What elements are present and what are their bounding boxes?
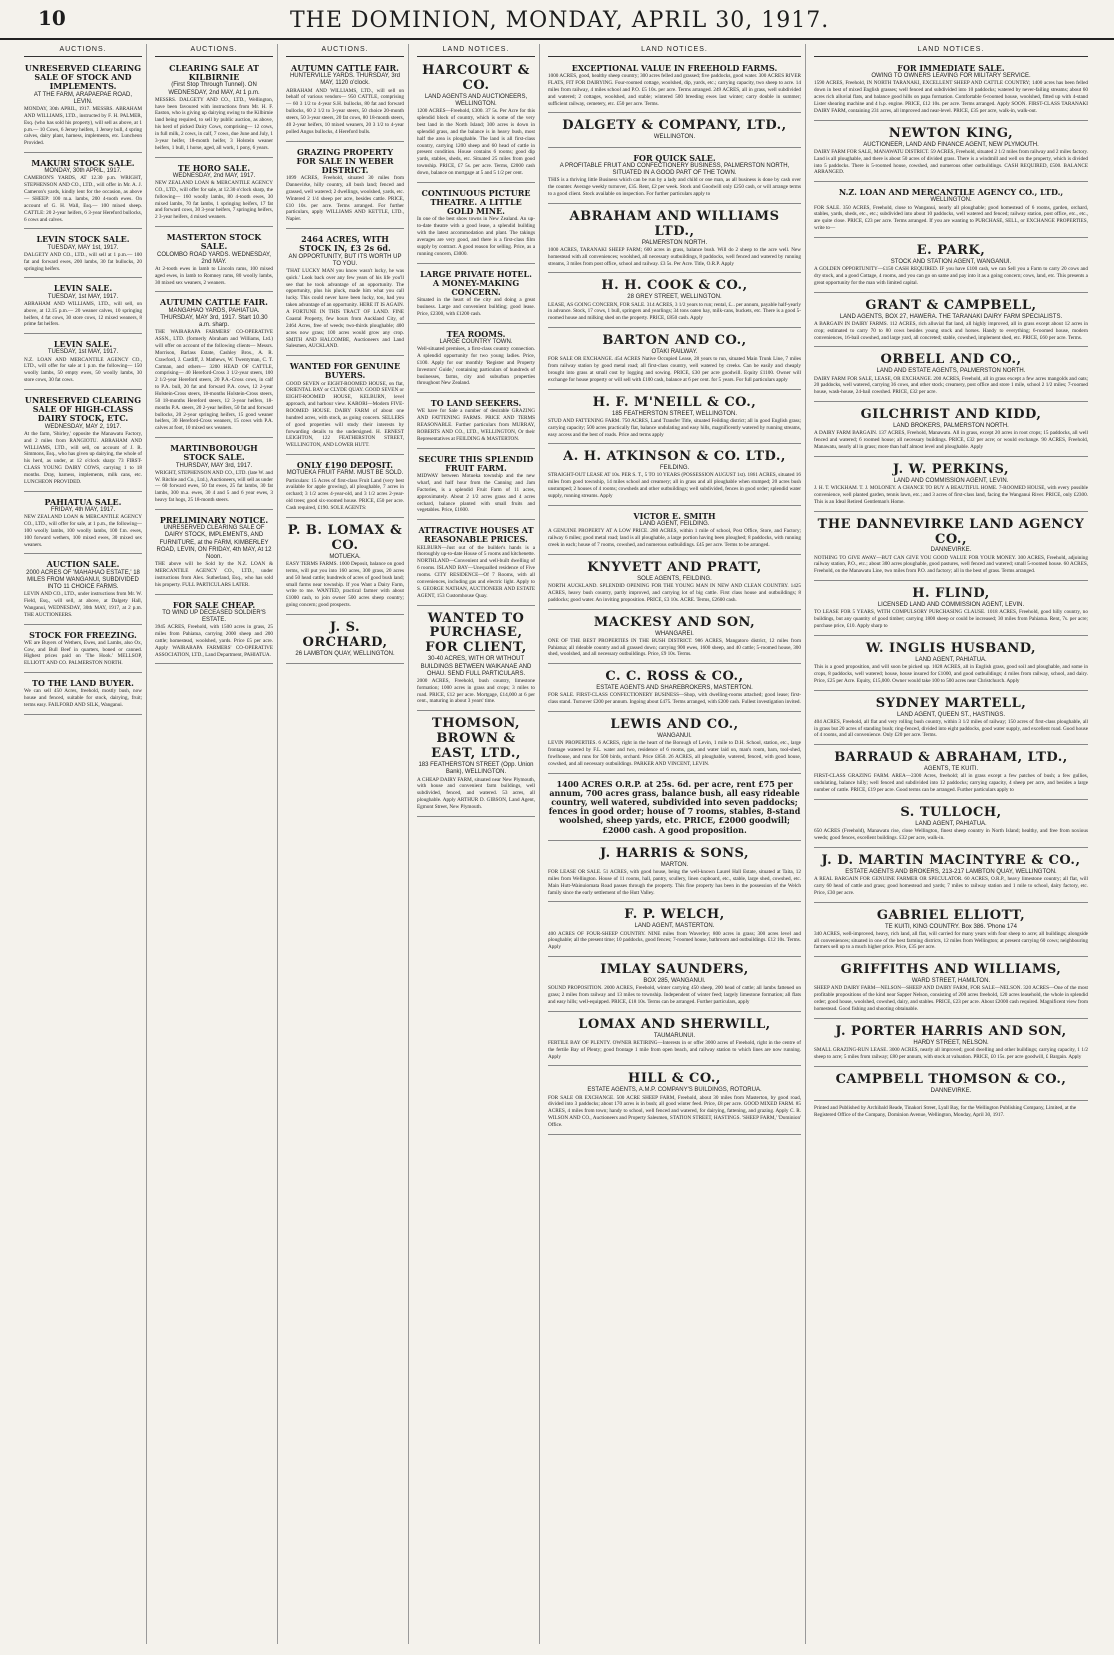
column-6	[810, 44, 1092, 1644]
ad-title: LEVIN STOCK SALE.	[36, 234, 130, 245]
ad-title: STOCK FOR FREEZING.	[29, 629, 137, 640]
imprint-footer: Printed and Published by Archibald Reade, Tinakori Street, Lyall Bay, for the Wellington Publishing Company, Limited, at the Registered Office of the Company, Dominion Avenue, Wellington, Monday, April 30, 1917.	[814, 1104, 1077, 1118]
ad-body: WE have for Sale a number of desirable GRAZING AND FATTENING FARMS. PRICE AND TERMS REASONABLE. Further particulars from MURRAY, ROBERTS AND CO., LTD., WELLINGTON, Or their Representatives at FEILDING & MASTERTON.	[417, 408, 535, 442]
advertisement	[548, 667, 801, 712]
ad-subtitle: LARGE COUNTRY TOWN.	[439, 338, 513, 345]
ad-body: DAIRY FARM FOR SALE, LEASE, OR EXCHANGE. 200 ACRES, Freehold, all in grass except a few acres mangolds and oats; 20 paddocks, well watered, carrying 36 cows, and other stock; creamery, post office and store 1 mile, school 2 1/2 miles; 7-roomed house, wash-house, 24-bail cowshed. PRICE, £32 per acre.	[814, 375, 1088, 396]
ad-title: FOR IMMEDIATE SALE.	[897, 63, 1005, 73]
ad-title: UNRESERVED CLEARING SALE OF HIGH-CLASS DAIRY STOCK, ETC.	[24, 395, 142, 424]
ad-title: J. S. ORCHARD,	[302, 619, 388, 650]
ad-title: BARTON AND CO.,	[602, 333, 747, 349]
ad-subtitle: THURSDAY, MAY 3rd, 1917.	[175, 462, 253, 469]
ad-body: DALGETY AND CO., LTD., will sell at 1 p.m.— 100 fat and forward ewes, 200 lambs, 30 fat bullocks, 20 springing heifers.	[24, 251, 142, 272]
ad-subtitle: 26 LAMBTON QUAY, WELLINGTON.	[295, 650, 395, 657]
advertisement	[814, 350, 1088, 402]
ad-body: 1000 ACRES, good, healthy sheep country; 300 acres felled and grassed; five paddocks, good water. 300 ACRES RIVER FLATS, FIT FOR DAIRYING. Four-roomed cottage, woolshed, dip, yards, etc.; carrying capacity, two sheep to acre. 14 miles from railway, 4 miles school and P.O. £5 10s. per acre. Terms arranged. 249 ACRES, all in grass, well subdivided and watered; 2 cottages, woolshed, and stable; wintered 500 breeding ewes last winter; carry double in summer; sufficient railway, cemetery, etc. £50 per acre. Terms.	[548, 73, 801, 107]
ad-title: ABRAHAM AND WILLIAMS LTD.,	[569, 208, 780, 239]
ad-subtitle: WELLINGTON.	[930, 197, 972, 204]
ad-title: P. B. LOMAX & CO.	[287, 522, 403, 553]
advertisement	[548, 777, 801, 841]
ad-subtitle: ESTATE AGENTS AND SHAREBROKERS, MASTERTON.	[596, 685, 753, 692]
ad-body: NEW ZEALAND LOAN & MERCANTILE AGENCY CO., LTD., will offer for sale, at 12.30 o'clock sharp, the following— 160 woolly lambs, 80 4-tooth ewes, 30 mixed lambs, 70 fat lambs, 1 springing heifers, 17 fat and forward cows, 30 3-year heifers, 7 springing heifers, 2 3-year heifers, 4 mixed weaners.	[155, 180, 273, 221]
ad-title: AUTUMN CATTLE FAIR.	[291, 63, 399, 73]
ad-subtitle: HUNTERVILLE YARDS. THURSDAY, 3rd MAY, 1120 o'clock.	[289, 73, 401, 87]
advertisement	[24, 676, 142, 715]
ad-body: FOR SALE. 350 ACRES, Freehold, close to Wanganui, nearly all ploughable; good homestead of 6 rooms, garden, orchard, stables, yards, sheds, etc., etc.; subdivided into about 10 paddocks, well watered and fenced; railway station, post office, etc., etc., are quite close. PRICE, £23 per acre. Terms arranged. If you are wanting to PURCHASE, SELL, or EXCHANGE PROPERTIES, write to—	[814, 204, 1088, 232]
advertisement	[814, 906, 1088, 958]
advertisement	[155, 513, 273, 595]
ad-title: EXCEPTIONAL VALUE IN FREEHOLD FARMS.	[571, 63, 778, 73]
ad-subtitle: DANNEVIRKE.	[930, 1087, 972, 1094]
ad-subtitle: ESTATE AGENTS AND BROKERS, 213-217 LAMBTON QUAY, WELLINGTON.	[845, 868, 1057, 875]
ad-subtitle: PALMERSTON NORTH.	[641, 239, 708, 246]
ad-title: LOMAX AND SHERWILL,	[578, 1016, 771, 1032]
ad-body: 1000 ACRES, TARANAKI SHEEP FARM; 600 acres in grass, balance bush. Will do 2 sheep to the acre well. New homestead with all conveniences; woolshed, all necessary outbuildings, 8 paddocks, well fenced and watered by running streams, 3 miles from post office, school and railway. £3 5s. Per Acre. Title, O.R.P. Apply	[548, 246, 801, 267]
ad-title: J. D. MARTIN MACINTYRE & CO.,	[821, 852, 1081, 868]
ad-body: MONDAY, 30th APRIL, 1917. MESSRS. ABRAHAM AND WILLIAMS, LTD., instructed by F. H. PALMER, Esq. (who has sold his property), will sell as above, at 1 p.m.— 10 Cows, 6 Jersey heifers, 1 Jersey bull, 4 spring calves, dairy plant, harness, implements, etc. Luncheon Provided.	[24, 105, 142, 147]
ad-body: FOR SALE. FIRST-CLASS CONFECTIONERY BUSINESS—Shop, with dwelling-rooms attached; good lease; first-class stand. Turnover £200 per annum. Ingoing about £475. Terms arranged, with £200 cash. Fullest investigation invited.	[548, 692, 801, 706]
column-header: LAND NOTICES.	[814, 44, 1088, 57]
ad-subtitle: FRIDAY, 4th MAY, 1917.	[50, 506, 116, 513]
advertisement	[814, 960, 1088, 1019]
ad-body: THE above will be Sold by the N.Z. LOAN & MERCANTILE AGENCY CO., LTD., under instructions from Alex. Sutherland, Esq., who has sold his property. FULL PARTICULARS LATER.	[155, 561, 273, 588]
ad-title: WANTED FOR GENUINE BUYERS.	[289, 361, 401, 381]
advertisement	[548, 715, 801, 774]
ad-title: BARRAUD & ABRAHAM, LTD.,	[834, 750, 1068, 766]
advertisement	[155, 598, 273, 665]
ad-title: LEWIS AND CO.,	[610, 717, 739, 733]
advertisement	[814, 124, 1088, 183]
ad-title: HARCOURT & CO.	[422, 63, 530, 93]
ad-title: E. PARK,	[916, 243, 986, 259]
masthead	[0, 0, 1114, 40]
ad-body: A REAL BARGAIN FOR GENUINE FARMER OR SPECULATOR. 60 ACRES, O.R.P., heavy limestone country; all flat, will carry 60 head of cattle and grass; good homestead and yards; 7 miles to railway station and 1 mile to school, dairy factory, etc. Price, £30 per acre.	[814, 875, 1088, 896]
ad-body: FOR SALE OR EXCHANGE. 454 ACRES Native Occupied Lease, 28 years to run, situated Main Trunk Line, 7 miles from railway station by good metal road; all first-class country, well watered by creeks. Can be easily and cheaply brought into grass at small cost by logging and sowing. PRICE, £30 per acre goodwill. Equity £1100. Owner will exchange for house property or will sell with £100 cash, balance at 6 per cent. for 5 years. For full particulars apply	[548, 356, 801, 383]
ad-title: TO LAND SEEKERS.	[430, 398, 522, 409]
ad-body: 650 ACRES (Freehold), Manawatu rise, close Wellington, finest sheep country in North Island; healthy, and free from noxious weeds; good fences, excellent buildings. £32 per acre, walk-in.	[814, 828, 1088, 841]
ad-body: 400 ACRES OF FOUR-SHEEP COUNTRY. NINE miles from Waverley; 800 acres in grass; 300 acres level and ploughable; all the present time; 10 paddocks, good fences; 7-roomed house, bathroom and outbuildings. £12 10s. Terms. Apply	[548, 930, 801, 951]
advertisement	[548, 509, 801, 555]
advertisement	[24, 281, 142, 334]
column-3	[282, 44, 409, 1644]
ad-subtitle: WARD STREET, HAMILTON.	[911, 978, 991, 985]
ad-subtitle: MOTUEKA.	[329, 553, 361, 560]
ad-title: MARTINBOROUGH STOCK SALE.	[170, 443, 258, 463]
ad-body: ABRAHAM AND WILLIAMS, LTD., will sell, on above, at 12.15 p.m.— 20 weaner calves, 10 springing heifers, 4 fat cows, 30 store cows, 12 mixed weaners, 8 prime fat heifers.	[24, 300, 142, 328]
ad-title: S. TULLOCH,	[900, 805, 1002, 821]
ad-body: SHEEP AND DAIRY FARM—NELSON—SHEEP AND DAIRY FARM, FOR SALE—NELSON. 320 ACRES—One of the most profitable propositions of the kind near Sapper Nelson, consisting of 200 acres freehold, 120 acres leasehold, the whole in splendid order; good house, woolshed, cowshed, dairy, and stables. PRICE, £23 per acre. About £2000 cash required. Magnificent view from homestead. Good fishing and shooting obtainable.	[814, 985, 1088, 1012]
advertisement	[814, 639, 1088, 691]
ad-body: LEVIN PROPERTIES. 6 ACRES, right in the heart of the Borough of Levin, 1 mile to D.H. School, station, etc., large frontage watered by F.L. water and two, residence of 6 rooms, gas, and water laid on, man's room, barn, tool-shed, fowlhouse, and runs for 500 birds, orchard. Price £850. 26 ACRES, all ploughable, watered, fenced, with good house, cowshed, and all necessary outbuildings. PARKER AND VINCENT, LEVIN.	[548, 740, 801, 767]
ad-subtitle: AT THE FARM, ARAPAEPAE ROAD, LEVIN.	[33, 91, 133, 105]
ad-body: ONE OF THE BEST PROPERTIES IN THE BUSH DISTRICT. 986 ACRES, Mangatoro district, 12 miles from Pahiatua; all rideable country and all grassed down; carrying 900 ewes, 1600 sheep, and 40 cattle; 5-roomed house, 300 shed, woolshed, and all necessary outbuildings. Price, £9 10s. Terms.	[548, 637, 801, 658]
ad-title: ATTRACTIVE HOUSES AT REASONABLE PRICES.	[418, 525, 534, 545]
advertisement	[814, 851, 1088, 903]
ad-subtitle: AGENTS, TE KUITI.	[923, 766, 979, 773]
ad-body: CAMERON'S YARDS, AT 12.30 p.m. WRIGHT, STEPHENSON AND CO., LTD., will offer in Mr. A. J. Cameron's yards, kindly lent for the occasion, as above— SHEEP: 100 m.a. lambs, 200 4-tooth ewes. On account of G. H. Wall, Esq.— 100 mixed sheep. CATTLE: 20 2-year heifers, 6 3-year Hereford bullocks, 6 cows and calves.	[24, 175, 142, 223]
ad-title: F. P. WELCH,	[624, 907, 725, 923]
ad-title: WANTED TO PURCHASE, FOR CLIENT,	[425, 610, 527, 656]
ad-body: Well-situated premises, a first-class country connection. A splendid opportunity for two young ladies. Price, £100. Apply for our monthly 'Register and Property Investors' Guide,' containing particulars of hundreds of businesses, farms, city and suburban properties throughout New Zealand.	[417, 346, 535, 387]
ad-title: H. F. M'NEILL & CO.,	[592, 394, 757, 410]
ad-body: 3945 ACRES, Freehold, with 1500 acres in grass, 25 miles from Pahiatua, carrying 2000 sheep and 200 cattle; homestead, woolshed, yards. Price £5 per acre. Apply WAIRARAPA FARMERS' CO-OPERATIVE ASSOCIATION, LTD., Land Department, PAHIATUA.	[155, 624, 273, 658]
advertisement	[286, 521, 404, 615]
advertisement	[548, 905, 801, 957]
ad-subtitle: STOCK AND STATION AGENT, WANGANUI.	[890, 258, 1012, 265]
ad-title: FOR SALE CHEAP.	[172, 599, 256, 610]
advertisement	[814, 515, 1088, 582]
advertisement	[286, 618, 404, 664]
advertisement	[417, 609, 535, 712]
ad-title: TO THE LAND BUYER.	[32, 678, 134, 689]
ad-subtitle: LAND AND ESTATE AGENTS, PALMERSTON NORTH.	[876, 368, 1026, 375]
advertisement	[417, 186, 535, 264]
ad-title: 2464 ACRES, WITH STOCK IN, £3 2s 6d.	[299, 234, 391, 254]
ad-title: GRIFFITHS AND WILLIAMS,	[840, 962, 1062, 978]
ad-subtitle: WEDNESDAY, 2nd MAY, 1917.	[172, 172, 256, 179]
ad-title: W. INGLIS HUSBAND,	[865, 640, 1037, 656]
ad-body: FOR SALE OR EXCHANGE. 500 ACRE SHEEP FARM, Freehold, about 30 miles from Masterton, by good road, divided into 3 paddocks; about 170 acres is in bush; all good winter feed. Price, £8 per acre. GOOD MIXED FARM. 85 ACRES, 4 miles from town; handy to school, well fenced and watered, for dairying, fattening, and grazing. Apply C. R. WILSON AND CO., Auctioneers and Property Salesmen, STATION STREET, HASTINGS. 'SHEEP FARM,' 'Dominion' Office.	[548, 1094, 801, 1129]
ad-subtitle: LAND AGENT, FEILDING.	[639, 521, 710, 528]
ad-title: PAHIATUA SALE.	[44, 496, 122, 507]
ad-subtitle: 2000 ACRES OF 'MAHAHAO ESTATE,' 18 MILES FROM WANGANUI, SUBDIVIDED INTO 11 CHOICE FARMS.	[26, 569, 140, 590]
advertisement	[548, 276, 801, 328]
ad-body: We can sell 450 Acres, freehold, mostly bush, now house and fenced, suitable for stock, dairying, fruit; terms easy. FAILFORD AND SILK, Wanganui.	[24, 688, 142, 709]
advertisement	[548, 558, 801, 610]
advertisement	[814, 296, 1088, 348]
advertisement	[548, 613, 801, 665]
ad-title: TEA ROOMS.	[446, 328, 506, 339]
ad-body: LEASE, AS GOING CONCERN, FOR SALE. 314 ACRES, 3 1/2 years to run; rental, £... per annum, payable half-yearly in advance. Stock, 17 cows, 1 bull, springers and yearlings; 34 tons oaten hay, milk-cans, buckets, etc. There is a good 5-roomed house and milking shed on the property. PRICE, £850 cash. Apply	[548, 301, 801, 322]
ad-subtitle: LAND AND COMMISSION AGENT, LEVIN.	[893, 477, 1009, 484]
page-number: 10	[38, 6, 66, 30]
advertisement	[814, 185, 1088, 238]
advertisement	[548, 207, 801, 274]
advertisement	[24, 628, 142, 674]
ad-body: 'THAT LUCKY MAN you know wasn't lucky, he was quick.' Look back over any few years of his life you'll see that he took advantage of an opportunity. The opportunity, plus his pluck, made him what you call lucky. This could never have been lucky, too, had you taken advantage of an opportunity. HERE IT IS AGAIN. A FORTUNE IN THIS TRACT OF LAND. FINE Coastal Property, few hours from Auckland City, of 2464 Acres, free of weeds; two-thirds ploughable; 400 acres now grass; 100 acres would grow any crop. SMITH AND HALCOMBE, Auctioneers and Land Salesmen, AUCKLAND.	[286, 267, 404, 350]
ad-body: NOTHING TO GIVE AWAY—BUT CAN GIVE YOU GOOD VALUE FOR YOUR MONEY. 300 ACRES, Freehold, adjoining railway station, P.O., etc.; about 300 acres ploughable, good pastures, well fenced and watered; small 5-roomed house. 60 ACRES, Freehold, on the Manawatu Line, two miles from P.O. and factory; all in the best of grass. Terms arranged.	[814, 554, 1088, 575]
ad-title: ONLY £190 DEPOSIT.	[296, 460, 394, 471]
ad-title: THE DANNEVIRKE LAND AGENCY CO.,	[817, 516, 1085, 547]
advertisement	[24, 232, 142, 278]
ad-body: N.Z. LOAN AND MERCANTILE AGENCY CO., LTD., will offer for sale at 1 p.m. the following— 150 woolly lambs, 50 empty ewes, 50 woolly lambs, 30 store cows, 30 fat cows.	[24, 356, 142, 384]
advertisement	[548, 447, 801, 506]
ad-title: MAKURI STOCK SALE.	[31, 158, 135, 169]
ad-title: LEVIN SALE.	[53, 339, 113, 350]
ad-subtitle: TUESDAY, 1st MAY, 1917.	[47, 293, 119, 300]
column-2	[151, 44, 278, 1644]
ad-subtitle: 185 FEATHERSTON STREET, WELLINGTON.	[611, 410, 738, 417]
column-header: LAND NOTICES.	[548, 44, 801, 57]
advertisement	[548, 393, 801, 445]
advertisement	[814, 460, 1088, 512]
ad-body: J. H. T. WICKHAM. T. J. MOLONEY. A CHANCE TO BUY A BEAUTIFUL HOME. 7-ROOMED HOUSE, with every possible convenience, well planted garden, tennis lawn, etc.; and 3 acres of first-class land, facing the Wanganui River. PRICE, only £2300. This is an Ideal Retired Gentleman's Home.	[814, 484, 1088, 505]
advertisement	[155, 161, 273, 228]
ad-body: LEVIN AND CO., LTD., under instructions from Mr. W. Field, Esq., will sell, at above, at Dalgety Hall, Wanganui, WEDNESDAY, 30th MAY, 1917, at 2 p.m. THE AUCTIONEERS.	[24, 591, 142, 618]
advertisement	[814, 803, 1088, 848]
advertisement	[548, 1069, 801, 1134]
ad-subtitle: 183 FEATHERSTON STREET (Opp. Union Bank), WELLINGTON.	[418, 762, 534, 776]
ad-title: AUCTION SALE.	[46, 559, 120, 570]
advertisement	[814, 694, 1088, 746]
ad-body: At 2-tooth ewes in lamb to Lincoln rams, 100 mixed aged ewes, in lamb to Romney rams, 80 woolly lambs, 30 mixed sex weaners, 2 weaners.	[155, 265, 273, 286]
ad-title: DALGETY & COMPANY, LTD.,	[562, 118, 787, 134]
ad-subtitle: OWING TO OWNERS LEAVING FOR MILITARY SERVICE.	[871, 73, 1031, 80]
advertisement	[548, 61, 801, 113]
advertisement	[548, 960, 801, 1012]
ad-body: WRIGHT, STEPHENSON AND CO., LTD. (late W. and W. Ritchie and Co., Ltd.), Auctioneers, will sell as under— 60 forward ewes, 50 fat ewes, 25 fat lambs, 30 fat lambs, 300 m.a. ewes, 30 4 and 5 and 6 year ewes, 3 heavy fat hogs, 25 18-month steers.	[155, 469, 273, 504]
column-header: AUCTIONS.	[24, 44, 142, 57]
ad-title: MACKESY AND SON,	[593, 614, 756, 630]
ad-title: THOMSON, BROWN & EAST, LTD.,	[431, 716, 521, 762]
advertisement	[24, 495, 142, 555]
advertisement	[24, 393, 142, 492]
ad-title: AUTUMN CATTLE FAIR.	[160, 297, 268, 308]
ad-subtitle: HARDY STREET, NELSON.	[913, 1039, 989, 1046]
ad-title: IMLAY SAUNDERS,	[600, 962, 749, 978]
ad-body: 2000 ACRES, Freehold, bush country, limestone formation; 1000 acres in grass and crops; 3 miles to road. PRICE, £12 per acre. Mortgage, £14,000 at 6 per cent., maturing in about 3 years' time.	[417, 677, 535, 705]
column-1	[20, 44, 147, 1644]
ad-body: MESSRS. DALGETY AND CO., LTD., Wellington, have been favoured with instructions from Mr. H. F. Easton, who is giving up dairying owing to the Kilbirnie land being required, to sell by public auction, as above, his herd of picked Dairy Cows, comprising— 12 cows, in full milk, 2 cows, in calf, 7 cows, due June and July, 1 3-year heifer, 18-month heifer, 3 Holstein weaner heifers, 1 bull, 1 horse, aged, all work, 1 pony, 6 years.	[155, 96, 273, 151]
advertisement	[548, 844, 801, 903]
ad-body: A DAIRY FARM BARGAIN. 137 ACRES, Freehold, Manawatu. All in grass, except 20 acres in root crops; 15 paddocks, all well fenced and watered; 6 roomed house; all necessary buildings. PRICE, £32 per acre; or would exchange. 90 ACRES, Freehold, Manawatu, nearly all in grass; more than half almost level and ploughable. Apply	[814, 430, 1088, 450]
ad-body: THIS is a thriving little Business which can be run by a lady and child or one man, as all business is done by cash over the counter. Average weekly turnover, £35. Rent, £2 per week. Stock and Goodwill only £250 cash, or will arrange terms to a good client. Stock available on inspection. For further particulars apply to	[548, 177, 801, 197]
ad-subtitle: LAND AGENT, PAHIATUA.	[915, 820, 987, 827]
ad-subtitle: AN OPPORTUNITY, BUT ITS WORTH UP TO YOU.	[288, 253, 402, 267]
advertisement	[814, 241, 1088, 293]
ad-title: UNRESERVED CLEARING SALE OF STOCK AND IMPLEMENTS.	[24, 63, 142, 92]
ad-subtitle: ESTATE AGENTS, A.M.P. COMPANY'S BUILDINGS, ROTORUA.	[587, 1087, 762, 1094]
ad-subtitle: LAND AGENT, MASTERTON.	[634, 923, 715, 930]
ad-subtitle: LAND AGENTS, BOX 27, HAWERA. THE TARANAKI DAIRY FARM SPECIALISTS.	[839, 313, 1063, 320]
ad-subtitle: 30-40 ACRES, WITH OR WITHOUT BUILDINGS BETWEEN WAIKANAE AND OHAU. SEND FULL PARTICULARS.	[420, 656, 532, 677]
ad-body: 404 ACRES, Freehold, all flat and very rolling bush country, within 3 1/2 miles of railway; 150 acres of first-class ploughable, all in grass but 20 acres of standing bush; ring-fenced, divided into eight paddocks, good water supply, and excellent road. Good house of 4 rooms, and all convenience. Only £20 per acre. Terms.	[814, 718, 1088, 739]
ad-title: J. W. PERKINS,	[892, 461, 1010, 477]
advertisement	[814, 1022, 1088, 1067]
ad-subtitle: LAND AGENT, QUEEN ST., HASTINGS.	[896, 711, 1006, 718]
advertisement	[155, 295, 273, 438]
ad-subtitle: WELLINGTON.	[653, 134, 696, 141]
ad-body: THE WAIRARAPA FARMERS' CO-OPERATIVE ASSN., LTD. (formerly Abraham and Williams, Ltd.) will offer on account of the following clients— Messrs. Morrison, Barlass Estate, Cashley Bros., A. R. Crawford, J. Cardiff, J. Mathews, W. Twentyman, C. T. Carman, and others— 3200 HEAD OF CATTLE, comprising— 40 Hereford-Cross 3 1/2-year steers, 100 2 1/2-year Hereford steers, 20 P.A.-Cross cows, in calf to P.A. bull, 20 fat and forward P.A. cows, 12 2-year Holstein-Cross steers, 18-months Holstein-Cross steers, 50 18-months Hereford steers, 12 3-year heifers, 18-months P.A. steers, 20 2-year heifers, 50 fat and forward bullocks, 20 2-year springing heifers, 15 good weaner heifers, 30 Hereford-Cross weaners, 15 cows with P.A. calves at foot, 10 mixed sex weaners.	[155, 329, 273, 432]
ad-title: CAMPBELL THOMSON & CO.,	[835, 1071, 1067, 1087]
ad-subtitle: FEILDING.	[659, 465, 690, 472]
ad-body: Situated in the heart of the city and doing a great business. Large and convenient building; good lease. Price, £2300, with £1200 cash.	[417, 297, 535, 317]
ad-subtitle: LAND BROKERS, PALMERSTON NORTH.	[893, 423, 1009, 430]
advertisement	[155, 61, 273, 158]
advertisement	[24, 61, 142, 153]
ad-subtitle: TO WIND UP DECEASED SOLDIER'S ESTATE.	[162, 609, 266, 623]
ad-body: TO LEASE FOR 5 YEARS, WITH COMPULSORY PURCHASING CLAUSE. 1018 ACRES, Freehold, good hilly country, no buildings, but any quantity of good timber; carrying 1800 sheep or could be increased; 30 miles from Pahiatua. Rent, 7s. per acre; purchase price, £10. Apply sharp to	[814, 609, 1088, 630]
ad-subtitle: DANNEVIRKE.	[930, 547, 972, 554]
ad-body: SOUND PROPOSITION. 2000 ACRES, Freehold, winter carrying 450 sheep, 200 head of cattle; all lambs fattened on grass; 2 miles from railway and 13 miles to township. Independent of winter feed; largely limestone formation; all flats and easy hills; well-equipped. PRICE, £18 10s. Terms can be arranged. Further particulars, apply	[548, 985, 801, 1005]
ad-subtitle: LAND AGENT, PAHIATUA.	[915, 656, 987, 663]
column-header: AUCTIONS.	[155, 44, 273, 57]
advertisement	[548, 151, 801, 204]
advertisement	[814, 1070, 1088, 1101]
ad-body: 1099 ACRES, Freehold, situated 30 miles from Dannevirke, hilly country, all bush land; fenced and grassed, well watered; 2 dwellings, woolshed, yards, etc. Wintered 2 1/4 sheep per acre, besides cattle. PRICE, £10 10s. per acre. Terms arranged. For further particulars, apply WILLIAMS AND KETTLE, LTD., Napier.	[286, 175, 404, 223]
advertisement	[548, 331, 801, 390]
ad-title: SYDNEY MARTELL,	[875, 695, 1027, 711]
page-columns	[20, 44, 1100, 1644]
ad-subtitle: AUCTIONEER, LAND AND FINANCE AGENT, NEW PLYMOUTH.	[863, 141, 1039, 148]
ad-body: At the farm, 'Shirley,' opposite the Manawatu Factory, and 2 miles from RANGIOTU. ABRAHAM AND WILLIAMS, LTD., will sell, on account of J. R. Simmons, Esq., who has given up dairying, the whole of his herd, as under, at 12 o'clock sharp: 73 FIRST-CLASS YOUNG DAIRY COWS, carrying 1 to 18 months. Dray, harness, implements, milk cans, etc. LUNCHEON PROVIDED.	[24, 430, 142, 485]
ad-title: FOR QUICK SALE.	[633, 152, 716, 163]
ad-title: LEVIN SALE.	[53, 283, 113, 294]
ad-body: A CHEAP DAIRY FARM, situated near New Plymouth, with house and convenient farm buildings, well subdivided, fenced, and watered. 53 acres, all ploughable. Apply ARTHUR D. GIBSON, Land Agent, Egmont Street, New Plymouth.	[417, 776, 535, 810]
ad-subtitle: LAND AGENTS AND AUCTIONEERS, WELLINGTON.	[424, 93, 528, 108]
advertisement	[24, 337, 142, 390]
ad-body: A BARGAIN IN DAIRY FARMS. 112 ACRES, rich alluvial flat land, all highly improved, all in grass except about 12 acres in crop; estimated to carry 70 to 80 cows besides young stock and horses. Handy to everything; 6-roomed house, modern conveniences, 16-bail cowshed, and large yard, all concreted; stable, cowshed, implement shed, etc. PRICE, £60 per acre. Terms.	[814, 320, 1088, 341]
ad-subtitle: TUESDAY, 1st MAY, 1917.	[47, 349, 119, 356]
ad-body: NEW ZEALAND LOAN & MERCANTILE AGENCY CO., LTD., will offer for sale, at 1 p.m., the following— 100 woolly lambs, 100 woolly lambs, 100 f.m. ewes, 100 forward wethers, 100 mixed ewes, 30 mixed sex weaners.	[24, 514, 142, 548]
ad-body: STRAIGHT-OUT LEASE AT 10s. PER S. T., 5 TO 10 YEARS (POSSESSION AUGUST 1st). 1861 ACRES, situated 16 miles from good township, 14 miles school and creamery; all in grass and all ploughable when stumped; 20 acres bush unstumped; 2 houses of 4 rooms; cowsheds and other outbuildings; well subdivided, fences in good order; splendid water supply, running streams. Apply	[548, 472, 801, 500]
ad-body: In one of the best show towns in New Zealand. An up-to-date theatre with a good lease, a splendid building with the latest accommodation and plant. The takings averages are very good, and there is a first-class film supply by contract. A good reason for selling. Price, as a running concern, £3000.	[417, 216, 535, 257]
ad-title: LARGE PRIVATE HOTEL. A MONEY-MAKING CONCERN.	[420, 268, 532, 297]
ad-body: DAIRY FARM FOR SALE, MANAWATU DISTRICT. 59 ACRES, Freehold, situated 2 1/2 miles from railway and 2 miles factory. Land is all ploughable, and there is about 50 acres of divided grass. There is a windmill and well on the property, which is divided into 5 paddocks. There is 5-roomed house, cowshed, and numerous other outbuildings. CASH REQUIRED, £500. BALANCE ARRANGED.	[814, 148, 1088, 176]
ad-body: A GENUINE PROPERTY AT A LOW PRICE. 280 ACRES, within 1 mile of school, Post Office, Store, and Factory; railway 6 miles; good metal road; land is all ploughable, a large portion having been ploughed; 8 paddocks, with running creek in each; house of 7 rooms, cowshed, and numerous outbuildings. £45 per acre. Terms to be arranged.	[548, 528, 801, 549]
ad-title: 1400 ACRES O.R.P. at 25s. 6d. per acre, rent £75 per annum, 700 acres grass, balance bush, all easy rideable country, well watered, subdivided into seven paddocks; fences in good order; house of 7 rooms, stables, 8-stand woolshed, sheep yards, etc. PRICE, £2000 goodwill; £2000 cash. A good proposition.	[548, 778, 801, 835]
ad-title: PRELIMINARY NOTICE.	[159, 514, 269, 525]
ad-subtitle: 28 GREY STREET, WELLINGTON.	[627, 294, 722, 301]
ad-title: H. H. COOK & CO.,	[601, 278, 748, 294]
ad-body: This is a good proposition, and will soon be picked up. 1028 ACRES, all in English grass, good soil and ploughable, and some in crops, 8 paddocks, well watered; house, house insured for £1000, and good outbuildings; 4 miles from railway, school, and dairy. Price, £25 per Acre. Equity, £15,000. Owner would take 100 to 500 acres near Christchurch. Apply	[814, 664, 1088, 684]
ad-body: SMALL GRAZING-RUN LEASE. 3000 ACRES, nearly all improved; good dwelling and other buildings; carrying capacity, 1 1/2 sheep to acre; 5 miles from railway; £80 per annum, with stock at valuation. PRICE, £0 15s. per acre goodwill, £ Bargain. Apply	[814, 1046, 1088, 1060]
ad-body: KELBURN—Just out of the builder's hands is a thoroughly up-to-date House of 5 rooms and kitchenette. NORTHLAND—Convenient and well-built dwelling of 6 rooms. ISLAND BAY—Unequalled residence of Five rooms. CITY RESIDENCE—Of 7 Rooms, with all conveniences, including gas and electric light. Apply to S. GEORGE NATHAN, AUCTIONEER AND ESTATE AGENT, 153 Customhouse Quay.	[417, 544, 535, 599]
ad-subtitle: TUESDAY, MAY 1st, 1917.	[47, 244, 119, 251]
ad-body: Particulars: 15 Acres of first-class Fruit Land (very best available for apple growing), all ploughable, 7 acres in orchard; 3 1/2 acres 4-year-old, and 3 1/2 acres 2-year-old trees; good six-roomed house. PRICE, £50 per acre. Cash required, £190. SOLE AGENTS:	[286, 477, 404, 511]
ad-title: VICTOR E. SMITH	[633, 510, 716, 521]
ad-subtitle: BOX 285, WANGANUI.	[643, 978, 706, 985]
ad-subtitle: TAUMARUNUI.	[653, 1032, 696, 1039]
advertisement	[286, 145, 404, 230]
ad-title: TE HORO SALE.	[177, 162, 251, 173]
ad-subtitle: MARTON.	[660, 861, 689, 868]
ad-body: 340 ACRES, well-improved, heavy, rich land, all flat, will carried for many years with four sheep to acre; all buildings; alongside all conveniences; situated in one of the best farming districts, 12 miles from Wellington; at present carrying 60 cows; neighbouring farmers sell up to a much higher price. Price, £35 per acre.	[814, 930, 1088, 951]
ad-title: GABRIEL ELLIOTT,	[876, 907, 1026, 923]
ad-title: CLEARING SALE AT KILBIRNIE	[169, 63, 259, 83]
ad-subtitle: MOTUEKA FRUIT FARM. MUST BE SOLD.	[286, 470, 404, 477]
ad-title: MASTERTON STOCK SALE.	[166, 232, 262, 252]
advertisement	[155, 230, 273, 292]
advertisement	[814, 748, 1088, 800]
ad-title: ORBELL AND CO.,	[880, 352, 1022, 368]
advertisement	[814, 584, 1088, 636]
ad-body: FOR LEASE OR SALE. 51 ACRES, with good house, being the well-known Laurel Hall Estate, situated at Taita, 12 miles from Wellington. House of 11 rooms, hall, pantry, scullery, linen cupboard, etc., stable, large shed, cowshed, etc. Main Hutt-Wainuiomata Road passes through the property. This fine property has been in the possession of the Welch family since the early settlement of the Hutt Valley.	[548, 868, 801, 896]
newspaper-title: THE DOMINION, MONDAY, APRIL 30, 1917.	[290, 8, 830, 33]
advertisement	[417, 523, 535, 605]
advertisement	[417, 61, 535, 183]
ad-title: N.Z. LOAN AND MERCANTILE AGENCY CO., LTD.,	[838, 187, 1064, 198]
ad-body: 1200 ACRES—Freehold, £300. 37 5s. Per Acre for this splendid block of country, which is some of the very best land in the North Island; 300 acres is down in splendid grass, and the balance is in heavy bush, most half the area is ploughable. The land is all first-class country, carrying 1200 sheep and 60 head of cattle in present condition. House contains 6 rooms; good dip yards, stables, sheds, etc. Situated 25 miles from good township. PRICE, £7 5s. per acre. Terms, £2000 cash down, balance on mortgage at 5 and 5 1/2 per cent.	[417, 108, 535, 176]
advertisement	[286, 232, 404, 356]
ad-subtitle: WANGANUI.	[657, 733, 692, 740]
advertisement	[417, 714, 535, 816]
advertisement	[548, 116, 801, 147]
ad-title: KNYVETT AND PRATT,	[587, 559, 762, 575]
ad-body: MIDWAY between Motueka township and the new wharf, and half hour from the Canning and Jam Factories, is a splendid Fruit Farm of 11 acres, approximately. About 2 1/2 acres grass and 4 acres orchard, balance planted with small fruits and vegetables. Price, £1600.	[417, 473, 535, 514]
ad-subtitle: UNRESERVED CLEARING SALE OF DAIRY STOCK, IMPLEMENTS, AND FURNITURE, at the FARM, KIMBERLEY ROAD, LEVIN, ON FRIDAY, 4th MAY, At 12 Noon.	[156, 525, 272, 560]
advertisement	[155, 441, 273, 510]
ad-body: WE are Buyers of Wethers, Ewes, and Lambs, also Ox, Cow, and Bull Beef in quarters, boned or canned. Highest prices paid on 'The Hook.' MELLSOP, ELLIOTT AND CO. PALMERSTON NORTH.	[24, 639, 142, 667]
ad-title: GILCHRIST AND KIDD,	[860, 407, 1042, 423]
advertisement	[286, 458, 404, 518]
ad-body: GOOD SEVEN or EIGHT-ROOMED HOUSE, on flat, ORIENTAL BAY or CLYDE QUAY. GOOD SEVEN or EIGHT-ROOMED HOUSE, KELBURN, level approach, and harbour view. KARORI—Modern FIVE-ROOMED HOUSE. DAIRY FARM of about one hundred acres, with stock, as going concern. SELLERS of good properties will study their interests by forwarding details to the undersigned. H. ERNEST LEIGHTON, 122 FEATHERSTON STREET, WELLINGTON, AND LOWER HUTT.	[286, 380, 404, 449]
column-4	[413, 44, 540, 1644]
ad-title: GRAZING PROPERTY FOR SALE IN WEBER DISTRICT.	[296, 146, 394, 175]
ad-body: ABRAHAM AND WILLIAMS, LTD., will sell on behalf of various vendors— 950 CATTLE, comprising— 60 3 1/2 to 4-year S.H. bullocks, 80 fat and forward bullocks, 60 2 1/2 to 3-year steers, 50 choice 20-month steers, 50 3-year steers, 20 fat cows, 80 18-month steers, 40 2-year heifers, 10 mixed weaners, 20 3 1/2 to 4-year polled Angus bullocks, 4 Hereford bulls.	[286, 87, 404, 135]
column-5	[544, 44, 806, 1644]
advertisement	[24, 557, 142, 624]
advertisement	[24, 156, 142, 229]
ad-subtitle: MANGAHAO YARDS, PAHIATUA. THURSDAY, MAY 3rd, 1917. Start 10.30 a.m. sharp.	[160, 307, 268, 329]
ad-subtitle: COLOMBO ROAD YARDS. WEDNESDAY, 2nd MAY.	[157, 251, 271, 265]
ad-subtitle: WEDNESDAY, MAY 2, 1917.	[44, 423, 122, 430]
ad-body: A GOLDEN OPPORTUNITY—£150 CASH REQUIRED. IF you have £100 cash, we can Sell you a Farm to carry 20 cows and dry stock, and a good Cottage, 4 rooms, and you can go on same and pay into it as a going concern; cows, land, etc. This presents a great opportunity for the man with limited capital.	[814, 266, 1088, 286]
ad-subtitle: WHANGAREI.	[655, 630, 694, 637]
ad-subtitle: LICENSED LAND AND COMMISSION AGENT, LEVIN.	[877, 602, 1025, 609]
ad-title: C. C. ROSS & CO.,	[605, 669, 744, 685]
ad-subtitle: MONDAY, 30th APRIL, 1917.	[44, 168, 122, 175]
advertisement	[417, 267, 535, 324]
advertisement	[814, 405, 1088, 457]
ad-body: FERTILE BAY OF PLENTY. OWNER RETIRING—Interests in or offer 3000 acres of Freehold, right in the centre of the fertile Bay of Plenty; good frontage 1 mile from open beach, and railway station to which lines are now running. Apply	[548, 1039, 801, 1060]
advertisement	[417, 452, 535, 521]
advertisement	[286, 359, 404, 455]
ad-title: CONTINUOUS PICTURE THEATRE. A LITTLE GOLD MINE.	[421, 187, 531, 217]
ad-title: HILL & CO.,	[628, 1071, 721, 1087]
advertisement	[417, 396, 535, 448]
ad-subtitle: TE KUITI, KING COUNTRY. Box 386. 'Phone 174	[885, 923, 1017, 930]
ad-title: SECURE THIS SPLENDID FRUIT FARM.	[418, 453, 534, 473]
ad-subtitle: A PROFITABLE FRUIT AND CONFECTIONERY BUSINESS, PALMERSTON NORTH, SITUATED IN A GOOD PART OF THE TOWN.	[559, 162, 790, 176]
ad-title: NEWTON KING,	[888, 125, 1014, 141]
column-header: LAND NOTICES.	[417, 44, 535, 57]
ad-body: 1590 ACRES, Freehold, IN NORTH TARANAKI, EXCELLENT SHEEP AND CATTLE COUNTRY; 1400 acres has been felled down in best of mixed English grasses; well fenced and subdivided into 10 paddocks; watered by never-failing streams; about 60 acres rich alluvial flats, and balance good hills on papa formation. Comfortable 6-roomed house, woolshed, fitted up with 4-stand Lister shearing machine and 4 h.p. engine. PRICE, £12 10s. per acre. Terms arranged. Apply SOON. FIRST-CLASS TARANAKI DAIRY FARM, containing 231 acres, all improved and near-level. PRICE, £35 per acre, walk-in, walk-out.	[814, 80, 1088, 114]
ad-subtitle: OTAKI RAILWAY.	[651, 349, 698, 356]
ad-body: STUD AND FATTENING FARM. 750 ACRES, Land Transfer Title, situated Feilding district; all in good English grass; carrying capacity; 500 acres practically flat, balance undulating and easy hills, magnificently watered by running streams, easy access and the best of roads. Price and terms apply	[548, 417, 801, 438]
advertisement	[286, 61, 404, 142]
ad-body: FIRST-CLASS GRAZING FARM. AREA—2300 Acres, freehold; all in grass except a few patches of bush; a few gullies, undulating, balance hilly; well fenced and subdivided into 12 paddocks; carrying capacity, 4 sheep per acre, and besides a large number of cattle. PRICE, £19 per acre. Good terms can be arranged. Further particulars apply to	[814, 773, 1088, 794]
ad-title: A. H. ATKINSON & CO. LTD.,	[563, 449, 786, 465]
ad-title: H. FLIND,	[912, 586, 990, 602]
advertisement	[814, 61, 1088, 121]
advertisement	[548, 1015, 801, 1067]
ad-body: EASY TERMS FARMS. 1000 Deposit, balance on good terms, will put you into 160 acres, 300 grass, 20 acres and 50 head cattle; hundreds of acres of good bush land; small farms near township. If you Want a Dairy Farm, write to me. WANTED, practical farmer with about £1000 cash, to join owner 500 acres sheep country; going concern; good prospects.	[286, 560, 404, 609]
advertisement	[417, 327, 535, 394]
ad-body: NORTH AUCKLAND. SPLENDID OPENING FOR THE YOUNG MAN IN NEW AND CLEAN COUNTRY. 1425 ACRES, heavy bush country, partly improved, and carrying lot of big cattle. First class house and outbuildings; 8 paddocks; good water. An inviting proposition. PRICE, £3 10s. ACRE. Terms, £2600 cash.	[548, 583, 801, 603]
ad-title: GRANT & CAMPBELL,	[865, 297, 1037, 313]
column-header: AUCTIONS.	[286, 44, 404, 57]
ad-title: J. PORTER HARRIS AND SON,	[835, 1023, 1067, 1039]
ad-subtitle: SOLE AGENTS, FEILDING.	[637, 575, 712, 582]
ad-title: J. HARRIS & SONS,	[600, 845, 749, 861]
ad-subtitle: (First Stop Through Tunnel). ON WEDNESDAY, 2nd MAY, At 1 p.m.	[168, 82, 260, 96]
